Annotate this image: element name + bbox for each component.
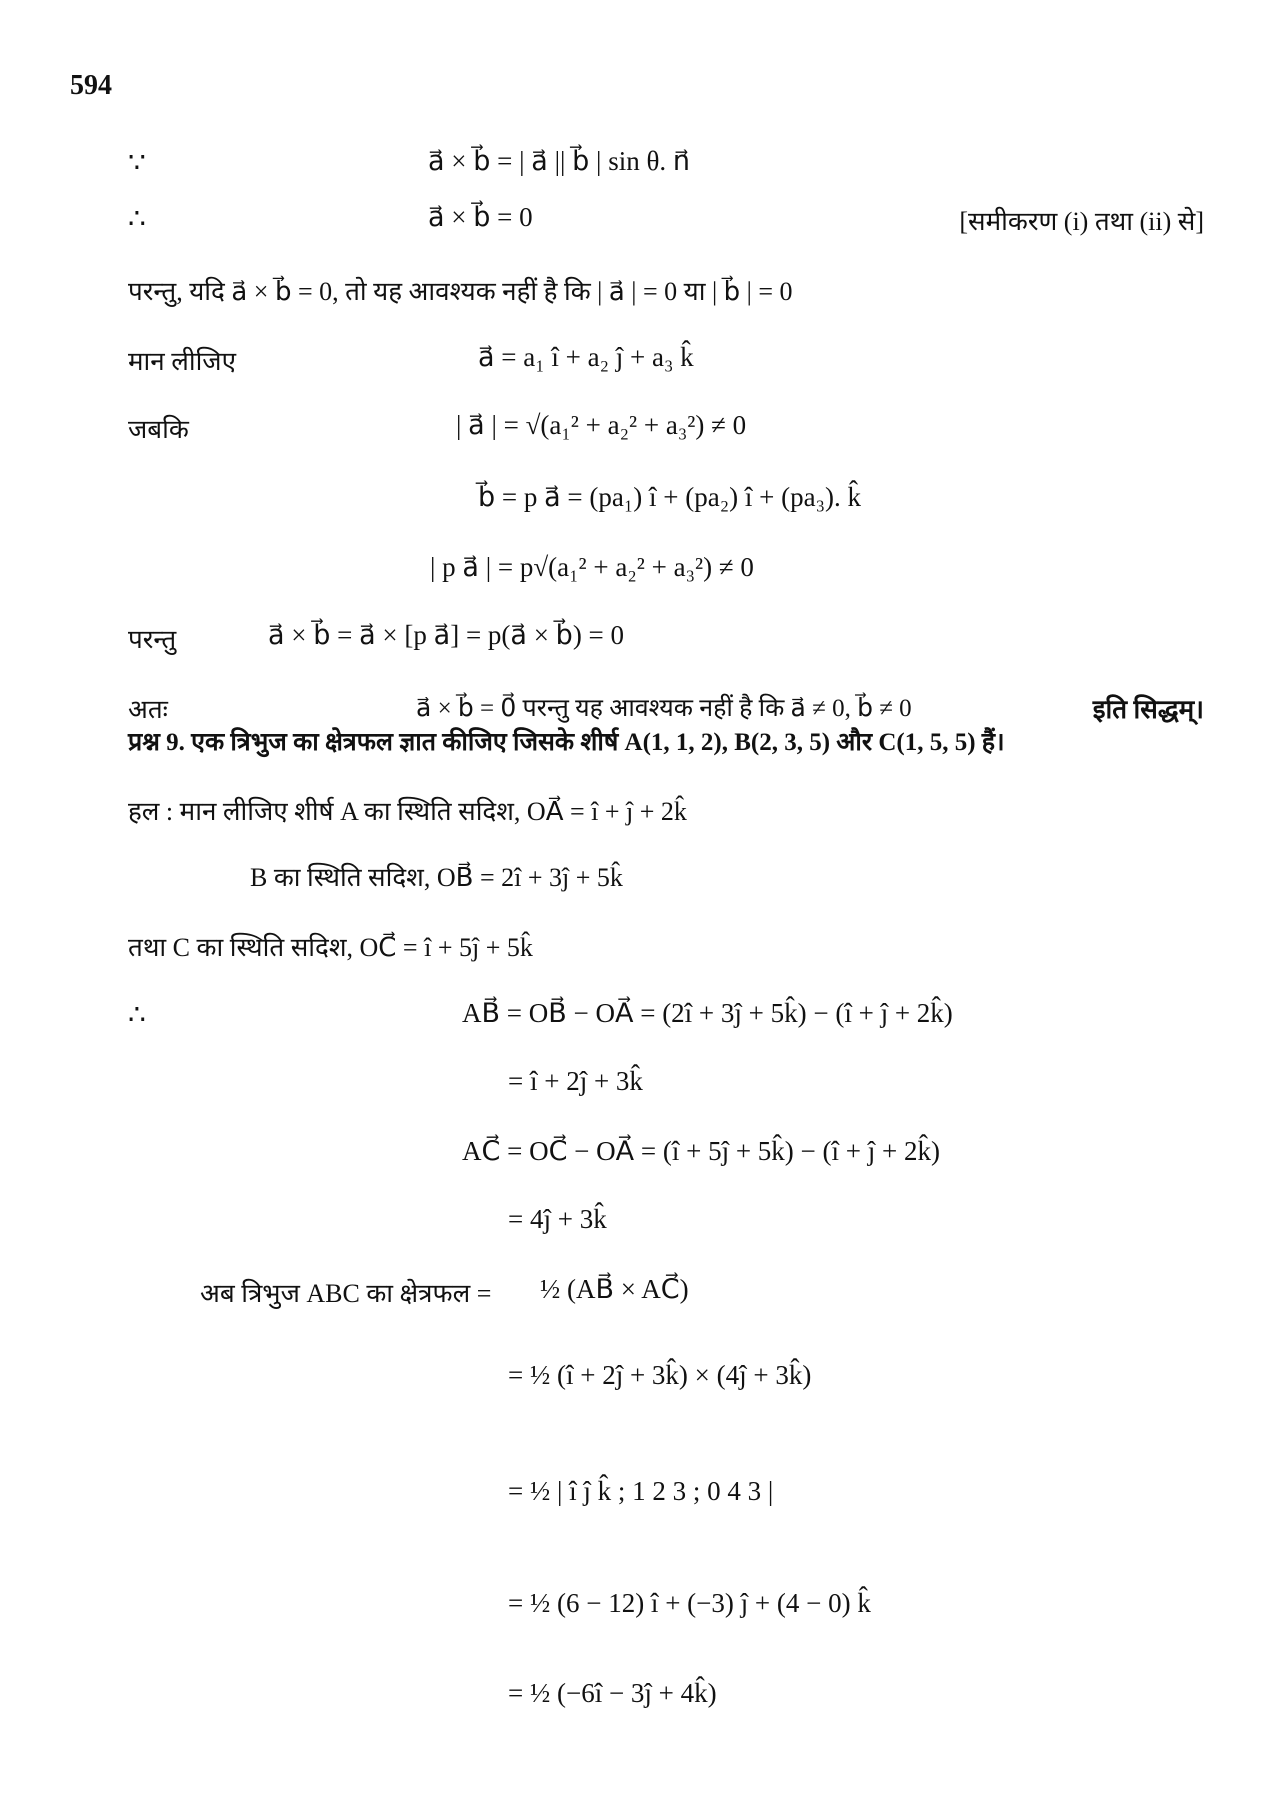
equation: b⃗ = p a⃗ = (pa₁) î + (pa₂) î + (pa₃). k̂ [478,482,861,512]
question-9: प्रश्न 9. एक त्रिभुज का क्षेत्रफल ज्ञात कीजिए जिसके शीर्ष A(1, 1, 2), B(2, 3, 5) और C(1, 5, 5) हैं। [128,729,1005,756]
proof-line-5 [0,404,1262,450]
line-label: अतः [128,695,168,724]
proof-line-2 [0,196,1262,242]
proof-line-6 [0,476,1262,522]
equation: = ½ (î + 2ĵ + 3k̂) × (4ĵ + 3k̂) [508,1360,812,1390]
line-label: परन्तु [128,625,177,654]
equation: a⃗ = a₁ î + a₂ ĵ + a₃ k̂ [478,342,694,372]
proof-line-1 [0,140,1262,186]
because-symbol: ∵ [128,148,146,179]
solution-line-9 [0,1354,1262,1400]
equation: a⃗ × b⃗ = 0⃗ परन्तु यह आवश्यक नहीं है कि a⃗ ≠ 0, b⃗ ≠ 0 [416,695,912,722]
line-label: जबकि [128,415,189,444]
solution-line-8 [0,1268,1262,1314]
solution-line-7 [0,1198,1262,1244]
solution-line-4 [0,992,1262,1038]
page-number: 594 [70,70,112,101]
therefore-symbol: ∴ [128,1000,146,1031]
determinant-equation: = ½ | î ĵ k̂ ; 1 2 3 ; 0 4 3 | [508,1476,774,1506]
position-vector-b: B का स्थिति सदिश, OB⃗ = 2î + 3ĵ + 5k̂ [250,863,623,892]
equation: AB⃗ = OB⃗ − OA⃗ = (2î + 3ĵ + 5k̂) − (î + ĵ + 2k̂) [462,998,953,1028]
equation: = ½ (6 − 12) î + (−3) ĵ + (4 − 0) k̂ [508,1588,871,1618]
solution-line-6 [0,1130,1262,1176]
line-label: मान लीजिए [128,347,236,376]
solution-line-5 [0,1060,1262,1106]
equation: = ½ (−6î − 3ĵ + 4k̂) [508,1678,717,1708]
therefore-symbol: ∴ [128,204,146,235]
position-vector-c: तथा C का स्थिति सदिश, OC⃗ = î + 5ĵ + 5k̂ [128,933,533,962]
solution-line-12 [0,1672,1262,1718]
proof-line-8 [0,614,1262,660]
equation-reference: [समीकरण (i) तथा (ii) से] [959,207,1204,236]
equation: a⃗ × b⃗ = a⃗ × [p a⃗] = p(a⃗ × b⃗) = 0 [268,620,625,650]
proved-marker: इति सिद्धम्। [1092,695,1204,724]
solution-line-2 [0,852,1262,898]
equation: AC⃗ = OC⃗ − OA⃗ = (î + 5ĵ + 5k̂) − (î + ĵ + 2k̂) [462,1136,940,1166]
solution-line-10 [0,1470,1262,1516]
solution-line-1 [0,786,1262,832]
equation: = î + 2ĵ + 3k̂ [508,1066,643,1096]
statement-text: परन्तु, यदि a⃗ × b⃗ = 0, तो यह आवश्यक नहीं है कि | a⃗ | = 0 या | b⃗ | = 0 [128,277,793,306]
proof-line-4 [0,336,1262,382]
solution-line-3 [0,922,1262,968]
area-label: अब त्रिभुज ABC का क्षेत्रफल = [200,1279,492,1308]
proof-line-7 [0,546,1262,592]
solution-intro: हल : मान लीजिए शीर्ष A का स्थिति सदिश, OA⃗ = î + ĵ + 2k̂ [128,797,687,826]
proof-line-3 [0,266,1262,312]
equation: | a⃗ | = √(a₁² + a₂² + a₃²) ≠ 0 [456,410,747,440]
equation: | p a⃗ | = p√(a₁² + a₂² + a₃²) ≠ 0 [430,552,754,582]
equation: = 4ĵ + 3k̂ [508,1204,607,1234]
solution-line-11 [0,1582,1262,1628]
equation: a⃗ × b⃗ = 0 [428,202,533,232]
equation: a⃗ × b⃗ = | a⃗ || b⃗ | sin θ. n⃗ [428,146,690,176]
equation: ½ (AB⃗ × AC⃗) [540,1274,689,1304]
